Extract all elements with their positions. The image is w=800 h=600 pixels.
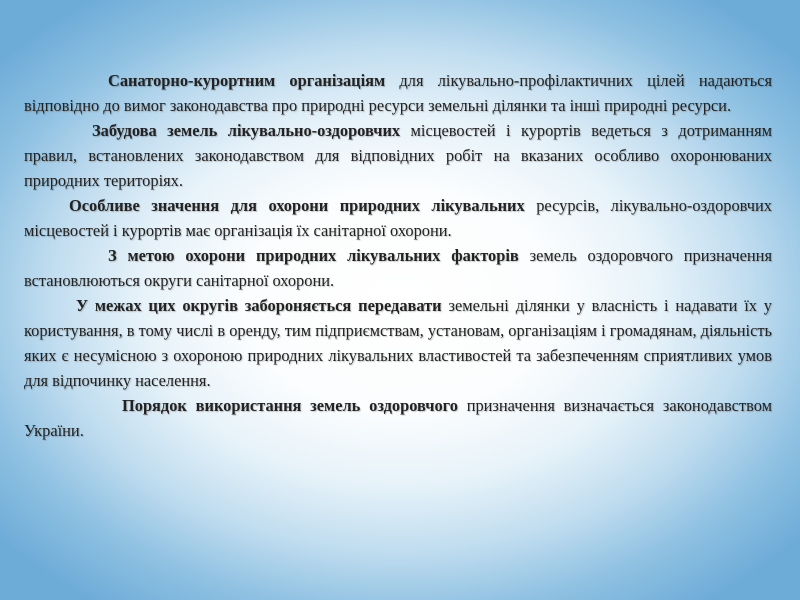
- paragraph-text: призначення визначається законодавством України.: [24, 396, 772, 440]
- slide-body: [24, 68, 772, 443]
- paragraph-usage-procedure: [24, 393, 772, 443]
- paragraph-district-restrictions: [24, 293, 772, 393]
- paragraph-text: для лікувально-профілактичних цілей надаються відповідно до вимог законодавства про природні ресурси земельні ділянки та інші природні ресурси.: [24, 71, 772, 115]
- paragraph-lead: Особливе значення для охорони природних лікувальних: [69, 196, 525, 215]
- paragraph-text: місцевостей і курортів ведеться з дотриманням правил, встановлених законодавством для відповідних робіт на вказаних особливо охоронюваних природних територіях.: [24, 121, 772, 190]
- paragraph-lead: Порядок використання земель оздоровчого: [122, 396, 458, 415]
- paragraph-protection-purpose: [24, 243, 772, 293]
- paragraph-lead: З метою охорони природних лікувальних факторів: [108, 246, 519, 265]
- paragraph-text: земель оздоровчого призначення встановлюються округи санітарної охорони.: [24, 246, 772, 290]
- paragraph-text: земельні ділянки у власність і надавати їх у користування, в тому числі в оренду, тим підприємствам, установам, організаціям і громадянам, діяльність яких є несумісною з охороною природних лікувальних властивостей та забезпеченням сприятливих умов для відпочинку населення.: [24, 296, 773, 390]
- paragraph-sanatorium-organizations: [24, 68, 772, 118]
- paragraph-text: ресурсів, лікувально-оздоровчих місцевостей і курортів має організація їх санітарної охорони.: [24, 196, 772, 240]
- paragraph-land-development: [24, 118, 772, 193]
- paragraph-lead: Санаторно-курортним організаціям: [108, 71, 386, 90]
- paragraph-lead: Забудова земель лікувально-оздоровчих: [92, 121, 401, 140]
- paragraph-special-importance: [24, 193, 772, 243]
- paragraph-lead: У межах цих округів забороняється передавати: [76, 296, 442, 315]
